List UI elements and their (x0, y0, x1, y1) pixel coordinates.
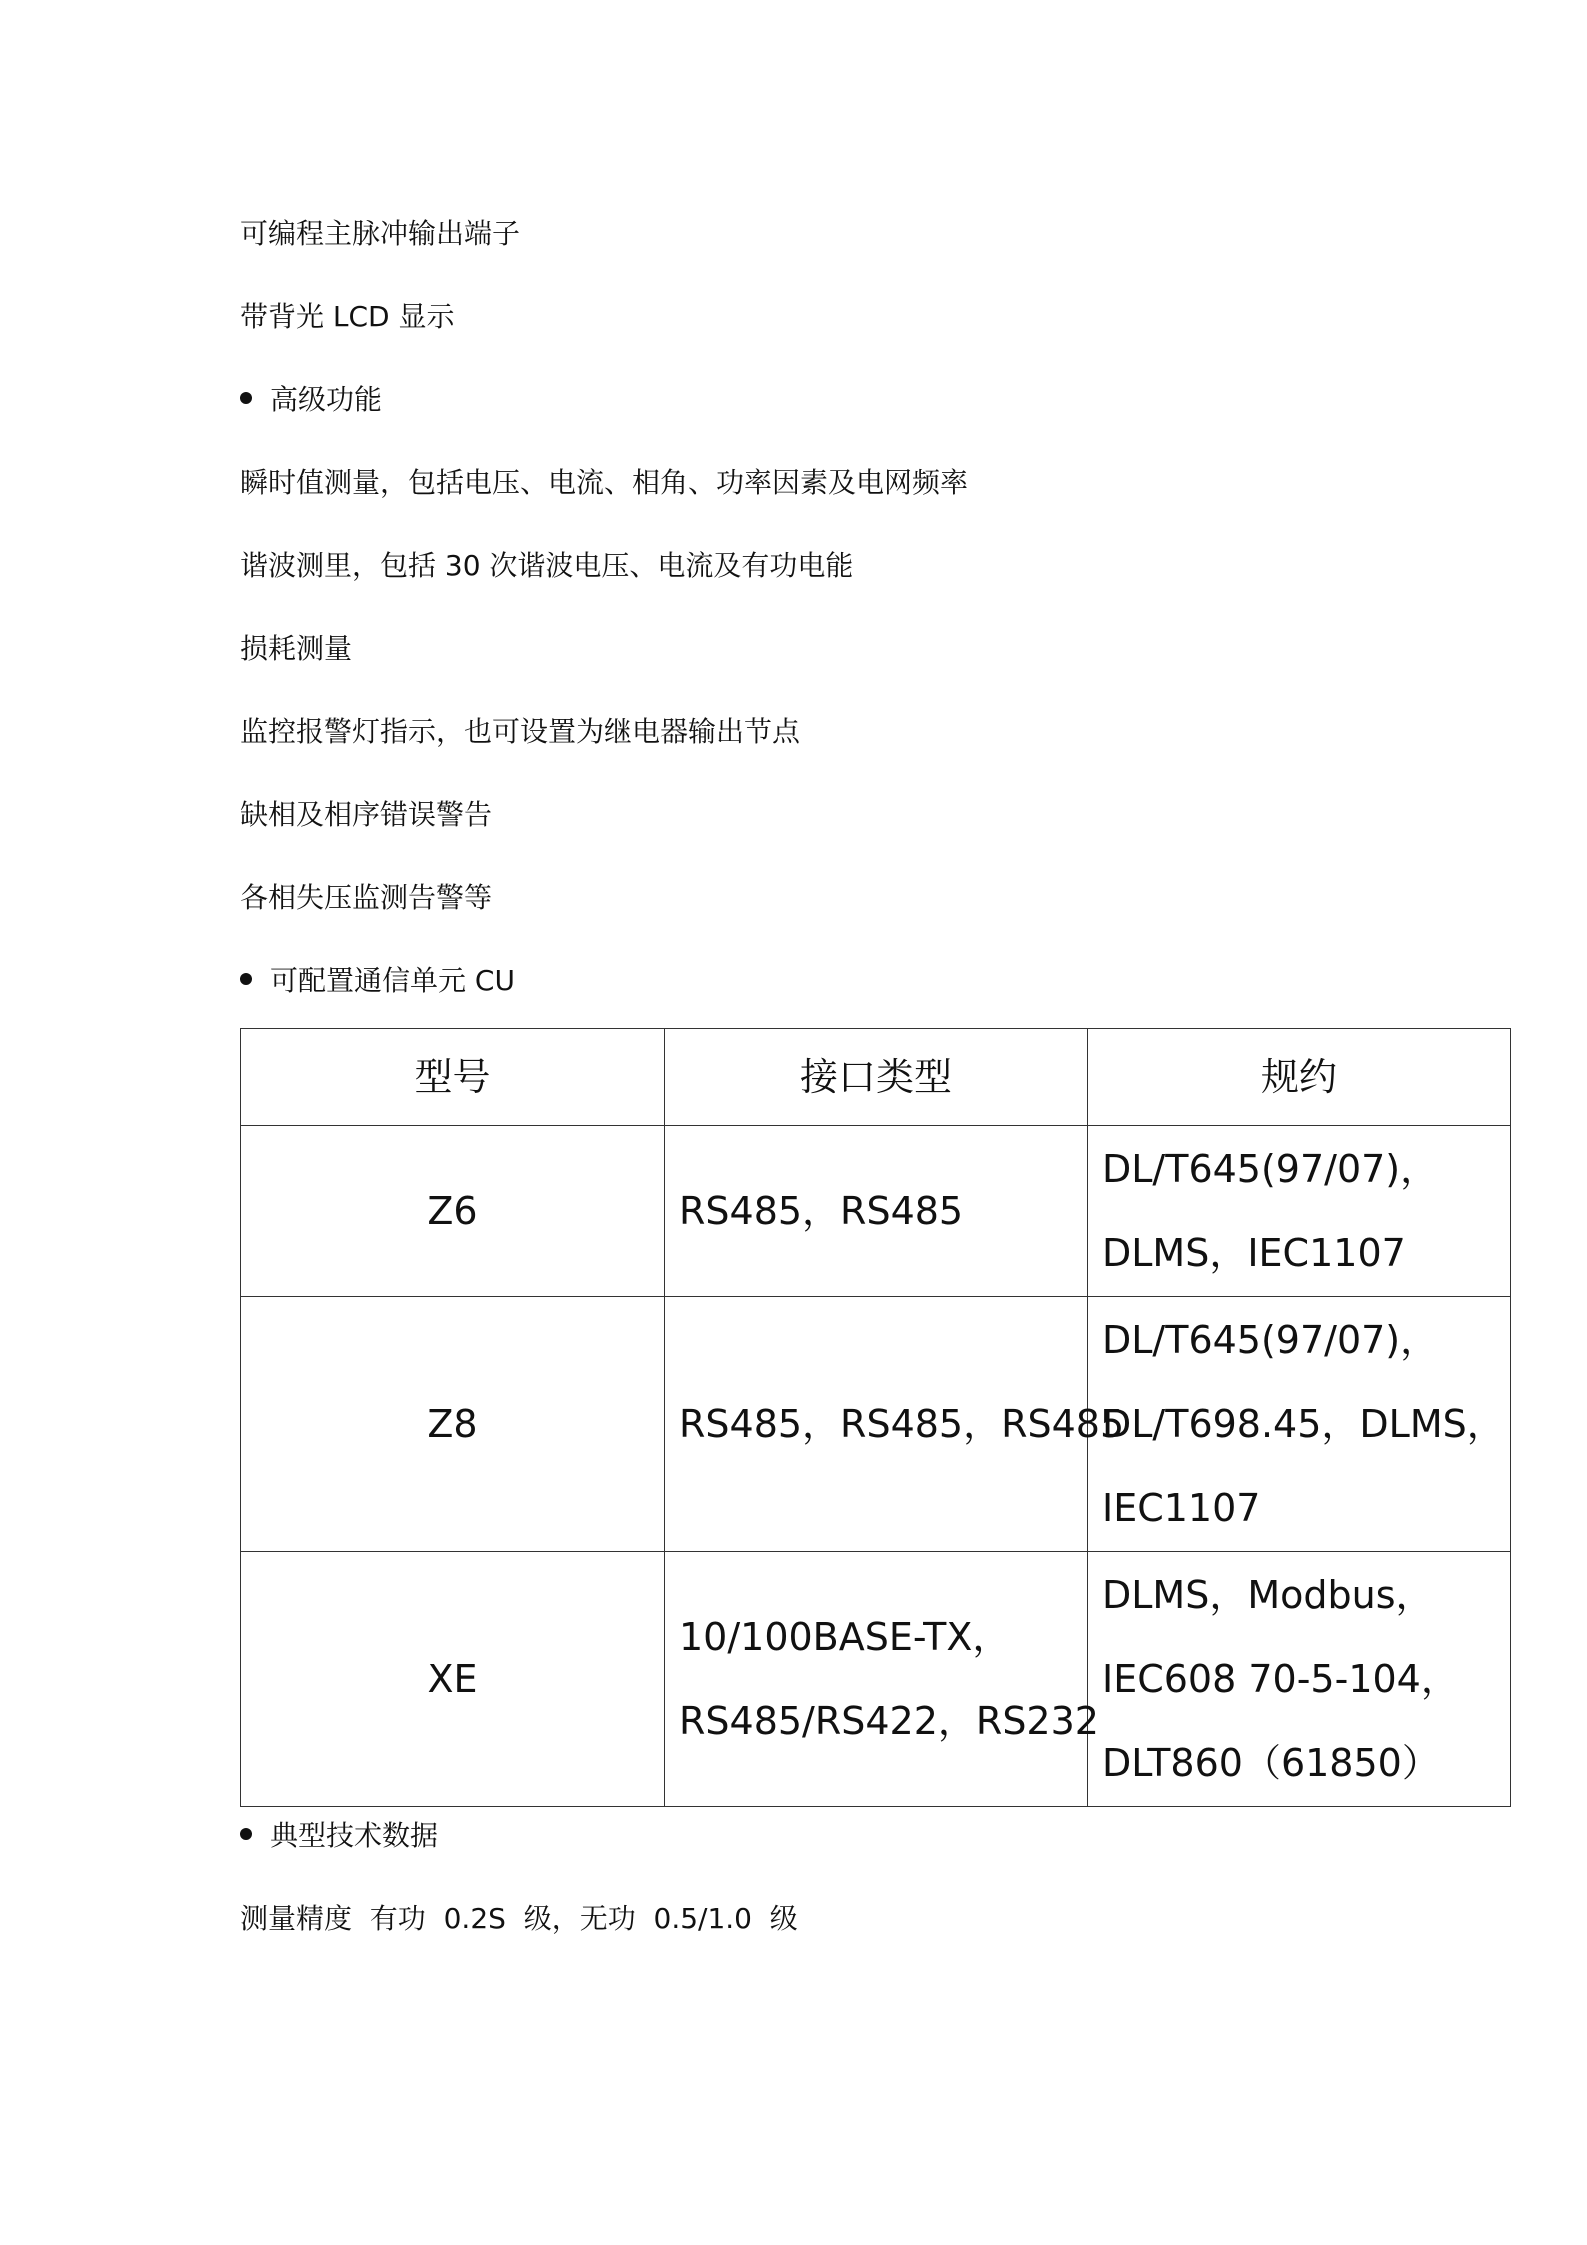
advanced-item: 损耗测量 (240, 632, 353, 665)
cell-interface (665, 1126, 1088, 1297)
section-advanced-heading (240, 380, 382, 420)
cell-interface-line: RS485，RS485，RS485 (679, 1402, 1125, 1446)
tech-accuracy: 测量精度 有功 0.2S 级，无功 0.5/1.0 级 (240, 1902, 798, 1935)
cell-protocol (1088, 1552, 1511, 1807)
cell-protocol (1088, 1126, 1511, 1297)
cell-interface (665, 1552, 1099, 1807)
table-row (241, 1552, 1511, 1807)
cell-protocol-line: DL/T645(97/07)， (1102, 1147, 1439, 1191)
advanced-item: 缺相及相序错误警告 (240, 798, 493, 831)
section-tech-title: 典型技术数据 (270, 1819, 439, 1852)
feature-lcd-display: 带背光 LCD 显示 (240, 300, 455, 333)
header-model: 型号 (241, 1029, 665, 1126)
cell-protocol-line: DLT860（61850） (1102, 1741, 1440, 1785)
section-advanced-title: 高级功能 (270, 383, 383, 416)
advanced-item: 各相失压监测告警等 (240, 881, 493, 914)
cell-interface (665, 1297, 1125, 1552)
cell-model: XE (241, 1552, 665, 1807)
advanced-item: 监控报警灯指示，也可设置为继电器输出节点 (240, 715, 801, 748)
feature-pulse-output: 可编程主脉冲输出端子 (240, 217, 521, 250)
advanced-item: 谐波测里，包括 30 次谐波电压、电流及有功电能 (240, 549, 854, 582)
table-header-row (241, 1029, 1511, 1126)
cell-interface-line: RS485，RS485 (679, 1189, 964, 1233)
bullet-icon (240, 973, 252, 985)
cell-protocol-line: IEC608 70-5-104， (1102, 1657, 1459, 1701)
cell-protocol (1088, 1297, 1511, 1552)
cell-interface-line: 10/100BASE-TX， (679, 1615, 1011, 1659)
cell-interface-line: RS485/RS422，RS232 (679, 1699, 1099, 1743)
advanced-item: 瞬时值测量，包括电压、电流、相角、功率因素及电网频率 (240, 466, 969, 499)
table-row (241, 1297, 1511, 1552)
cell-protocol-line: DLMS，IEC1107 (1102, 1231, 1406, 1275)
table-row (241, 1126, 1511, 1297)
section-tech-heading (240, 1816, 438, 1856)
cell-protocol-line: IEC1107 (1102, 1486, 1261, 1530)
cell-protocol-line: DLMS，Modbus， (1102, 1573, 1434, 1617)
cell-model: Z8 (241, 1297, 665, 1552)
bullet-icon (240, 1828, 252, 1840)
header-interface: 接口类型 (665, 1029, 1088, 1126)
section-cu-title: 可配置通信单元 CU (270, 964, 515, 997)
cell-protocol-line: DL/T698.45，DLMS， (1102, 1402, 1505, 1446)
cu-table (240, 1028, 1511, 1807)
section-cu-heading (240, 961, 515, 1001)
bullet-icon (240, 392, 252, 404)
cell-protocol-line: DL/T645(97/07)， (1102, 1318, 1439, 1362)
cell-model: Z6 (241, 1126, 665, 1297)
header-protocol: 规约 (1088, 1029, 1511, 1126)
